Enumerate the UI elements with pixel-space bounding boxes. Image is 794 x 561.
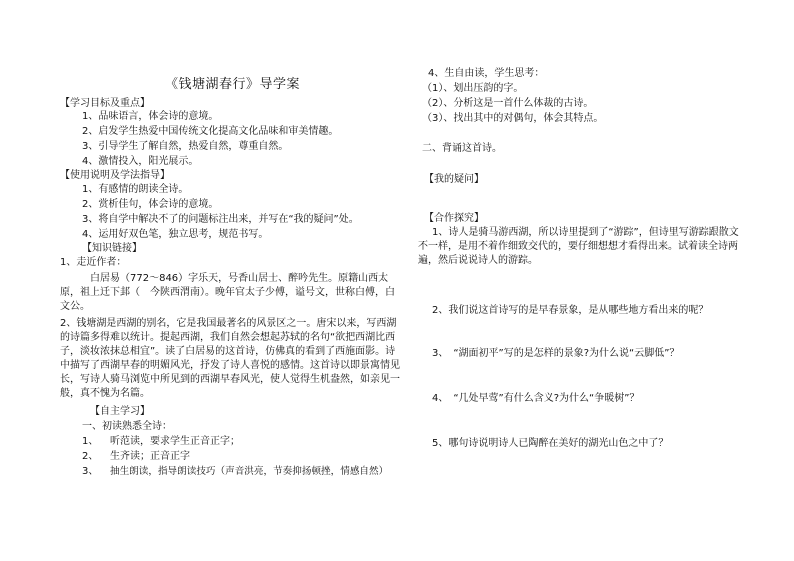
free-read-prompt: 4、生自由读，学生思考： — [428, 68, 545, 79]
guide-item: 2、赏析佳句，体会诗的意境。 — [82, 199, 219, 210]
knowledge-header: 【知识链接】 — [82, 243, 142, 254]
page-title: 《钱塘湖春行》导学案 — [165, 77, 301, 92]
goal-item: 4、激情投入，阳光展示。 — [82, 156, 199, 167]
coop-question: 3、 “湖面初平”写的是怎样的景象?为什么说“云脚低”？ — [432, 348, 680, 359]
coop-question: 4、 “几处早莺”有什么含义?为什么“争暖树”？ — [432, 393, 640, 404]
coop-question: 2、我们说这首诗写的是早春景象，是从哪些地方看出来的呢？ — [432, 305, 709, 316]
westlake-paragraph: 2、钱塘湖是西湖的别名，它是我国最著名的风景区之一。唐宋以来，写西湖的诗篇多得难以统计。提起西湖，我们自然会想起苏轼的名句“欲把西湖比西子，淡妆浓抹总相宜”。读了白居易的这首诗，仿佛真的看到了西施面影。诗中描写了西湖早春的明媚风光，抒发了诗人喜悦的感情。这首诗以即景寓情见长，写诗人骑马浏览中所见到的西湖早春风光，使人觉得生机盎然，如亲见一般，真不愧为名篇。 — [60, 318, 400, 399]
self-study-header: 【自主学习】 — [90, 406, 150, 417]
goal-item: 1、品味语言，体会诗的意境。 — [82, 111, 219, 122]
guide-header: 【使用说明及学法指导】 — [60, 170, 170, 181]
author-label: 1、走近作者： — [60, 257, 127, 268]
coop-header: 【合作探究】 — [424, 213, 484, 224]
author-paragraph: 白居易（772～846）字乐天，号香山居士、醉吟先生。原籍山西太原，祖上迁下邽（ 今陕西渭南）。晚年官太子少傅，谥号文，世称白傅，白文公。 — [60, 273, 395, 312]
read-item-number: 3、 — [82, 466, 99, 477]
free-read-item: （2）、分析这是一首什么体裁的古诗。 — [422, 98, 594, 109]
coop-question: 1、诗人是骑马游西湖，所以诗里提到了“游踪”，但诗里写游踪跟散文不一样，是用不着作细致交代的，要仔细想想才看得出来。试着读全诗两遍，然后说说诗人的游踪。 — [418, 227, 739, 266]
goal-item: 2、启发学生热爱中国传统文化提高文化品味和审美情趣。 — [82, 126, 339, 137]
goals-header: 【学习目标及重点】 — [60, 98, 150, 109]
goal-item: 3、引导学生了解自然，热爱自然，尊重自然。 — [82, 141, 289, 152]
doubt-header: 【我的疑问】 — [424, 174, 484, 185]
read-item-number: 1、 — [82, 436, 99, 447]
read-item-number: 2、 — [82, 451, 99, 462]
recite-task: 二、背诵这首诗。 — [422, 143, 502, 154]
guide-item: 4、运用好双色笔，独立思考，规范书写。 — [82, 229, 269, 240]
read-item-text: 抽生朗读，指导朗读技巧（声音洪亮，节奏抑扬顿挫，情感自然） — [110, 466, 389, 477]
read-header: 一、初读熟悉全诗： — [82, 421, 172, 432]
free-read-item: （3）、找出其中的对偶句，体会其特点。 — [422, 113, 604, 124]
coop-question: 5、哪句诗说明诗人已陶醉在美好的湖光山色之中了？ — [432, 438, 669, 449]
free-read-item: （1）、划出压韵的字。 — [422, 83, 524, 94]
guide-item: 1、有感情的朗读全诗。 — [82, 184, 189, 195]
read-item-text: 生齐读；正音正字 — [110, 451, 190, 462]
guide-item: 3、将自学中解决不了的问题标注出来，并写在“我的疑问”处。 — [82, 214, 359, 225]
read-item-text: 听范读，要求学生正音正字； — [110, 436, 240, 447]
